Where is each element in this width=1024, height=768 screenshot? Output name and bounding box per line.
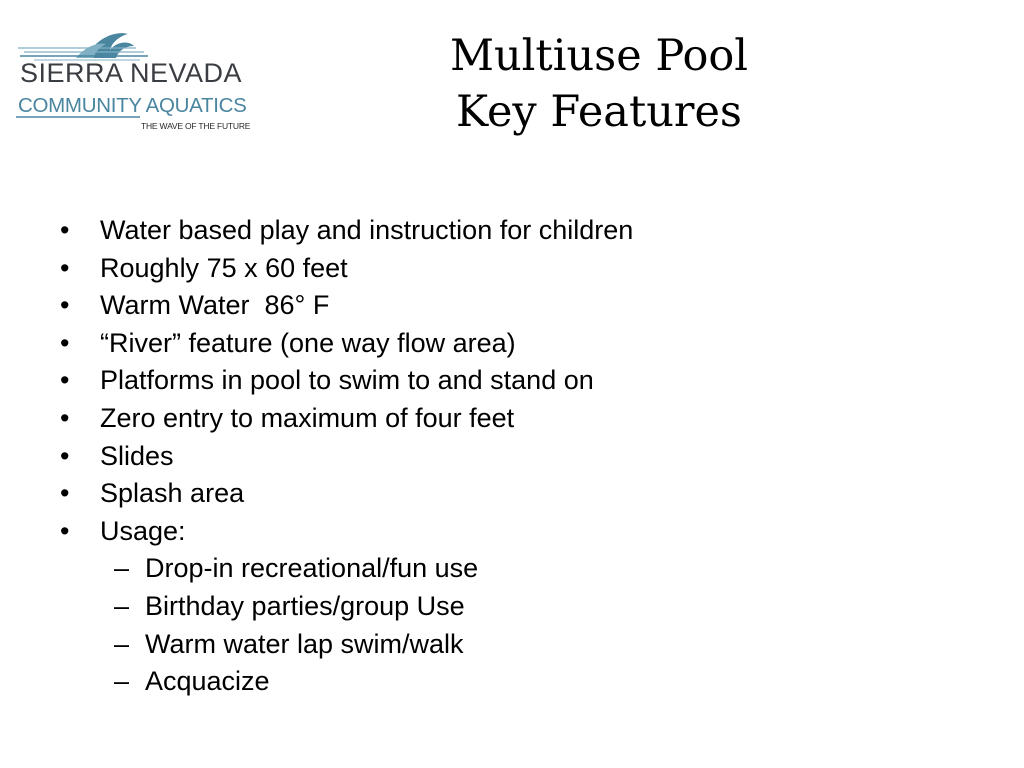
bullet-marker: • [60,365,70,396]
sub-list-item [56,663,956,701]
sub-bullet-text: Acquacize [145,666,270,697]
sub-bullet-text: Warm water lap swim/walk [145,628,464,659]
title-line-1: Multiuse Pool [449,31,749,81]
bullet-text: Platforms in pool to swim to and stand on [100,365,594,396]
logo-name: SIERRA NEVADA [20,58,243,88]
bullet-marker: • [60,215,70,245]
bullet-marker: • [60,440,70,471]
bullet-text: Warm Water 86° F [100,290,330,321]
bullet-text: “River” feature (one way flow area) [100,327,516,358]
sub-list-item [56,626,956,664]
bullet-text: Slides [100,440,174,471]
logo-subtitle: COMMUNITY AQUATICS [18,94,247,117]
sub-bullet-marker: – [114,628,130,659]
logo-tagline: THE WAVE OF THE FUTURE [141,121,251,131]
sub-bullet-marker: – [114,666,130,697]
list-item [56,438,956,476]
sub-bullet-marker: – [114,590,130,621]
bullet-marker: • [60,515,70,546]
sub-list-item [56,588,956,626]
bullet-text: Splash area [100,478,245,509]
title-line-2: Key Features [456,87,742,137]
bullet-marker: • [60,327,70,358]
sub-bullet-text: Birthday parties/group Use [145,590,465,621]
bullet-text: Zero entry to maximum of four feet [100,402,515,433]
sub-list-item [56,550,956,588]
list-item [56,475,956,513]
bullet-text: Roughly 75 x 60 feet [100,252,348,283]
slide-title [380,28,818,140]
bullet-marker: • [60,478,70,509]
bullet-marker: • [60,290,70,321]
bullet-marker: • [60,252,70,283]
feature-list [56,212,956,701]
bullet-marker: • [60,402,70,433]
list-item [56,287,956,325]
list-item [56,212,956,250]
list-item [56,362,956,400]
list-item [56,325,956,363]
list-item [56,400,956,438]
bullet-text: Usage: [100,515,186,546]
bullet-text: Water based play and instruction for children [100,215,634,245]
list-item [56,513,956,551]
list-item [56,250,956,288]
sub-bullet-text: Drop-in recreational/fun use [145,553,479,584]
sub-bullet-marker: – [114,553,130,584]
sierra-nevada-logo [16,28,276,138]
